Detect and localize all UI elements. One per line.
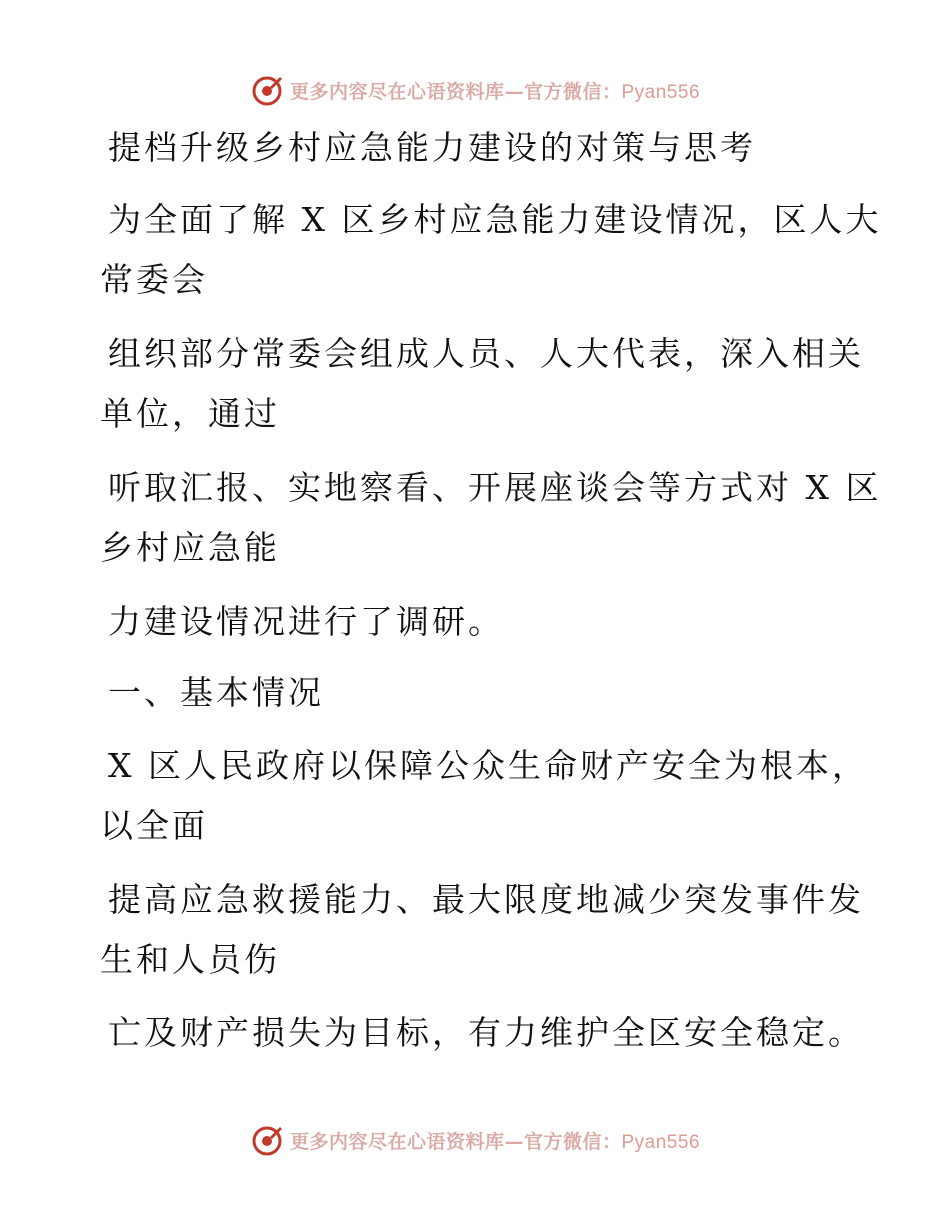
paragraph-line: 听取汇报、实地察看、开展座谈会等方式对 X 区 bbox=[108, 468, 882, 507]
section-heading: 一、基本情况 bbox=[108, 673, 324, 712]
watermark-contact: Pyan556 bbox=[621, 1131, 701, 1153]
watermark-text: 更多内容尽在心语资料库—官方微信：Pyan556 bbox=[289, 80, 701, 103]
paragraph-line: X 区人民政府以保障公众生命财产安全为根本， bbox=[108, 746, 868, 785]
watermark-text: 更多内容尽在心语资料库—官方微信：Pyan556 bbox=[289, 1130, 701, 1153]
brand-logo-icon bbox=[250, 73, 284, 107]
paragraph-line: 生和人员伤 bbox=[100, 940, 280, 979]
paragraph-line: 以全面 bbox=[100, 806, 208, 845]
paragraph-line: 常委会 bbox=[100, 260, 208, 299]
paragraph-line: 亡及财产损失为目标，有力维护全区安全稳定。 bbox=[108, 1013, 864, 1052]
paragraph-line: 提高应急救援能力、最大限度地减少突发事件发 bbox=[108, 880, 864, 919]
brand-logo-icon bbox=[250, 1123, 284, 1157]
paragraph-line: 单位，通过 bbox=[100, 394, 280, 433]
document-title: 提档升级乡村应急能力建设的对策与思考 bbox=[108, 128, 756, 167]
paragraph-line: 组织部分常委会组成人员、人大代表，深入相关 bbox=[108, 334, 864, 373]
watermark-contact: Pyan556 bbox=[621, 81, 701, 103]
paragraph-line: 为全面了解 X 区乡村应急能力建设情况，区人大 bbox=[108, 200, 882, 239]
footer-watermark bbox=[0, 1120, 950, 1160]
paragraph-line: 力建设情况进行了调研。 bbox=[108, 602, 504, 641]
paragraph-line: 乡村应急能 bbox=[100, 528, 280, 567]
header-watermark bbox=[0, 70, 950, 110]
